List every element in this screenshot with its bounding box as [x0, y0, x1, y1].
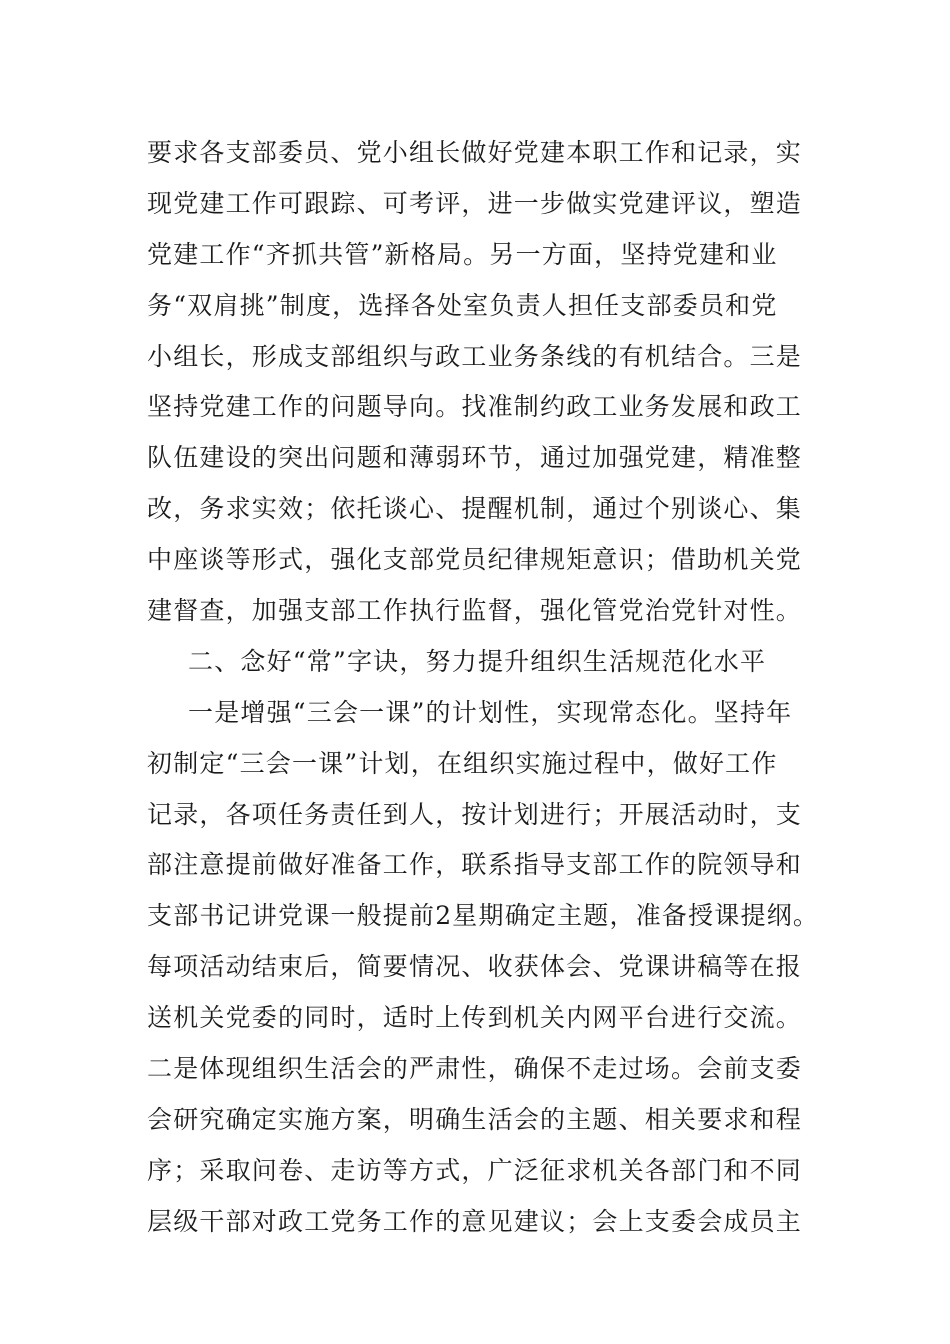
body-line: 队伍建设的突出问题和薄弱环节，通过加强党建，精准整	[147, 443, 803, 473]
body-line: 二是体现组织生活会的严肃性，确保不走过场。会前支委	[147, 1054, 803, 1084]
body-line: 小组长，形成支部组织与政工业务条线的有机结合。三是	[147, 341, 803, 371]
body-line: 中座谈等形式，强化支部党员纪律规矩意识；借助机关党	[147, 545, 803, 575]
body-line: 会研究确定实施方案，明确生活会的主题、相关要求和程	[147, 1104, 803, 1134]
body-line: 部注意提前做好准备工作，联系指导支部工作的院领导和	[147, 850, 803, 880]
body-line: 改，务求实效；依托谈心、提醒机制，通过个别谈心、集	[147, 494, 803, 524]
body-line: 建督查，加强支部工作执行监督，强化管党治党针对性。	[147, 596, 803, 626]
section-heading: 二、念好“常”字诀，努力提升组织生活规范化水平	[188, 646, 767, 676]
document-body	[147, 128, 847, 1248]
body-line: 现党建工作可跟踪、可考评，进一步做实党建评议，塑造	[147, 188, 803, 218]
body-line: 坚持党建工作的问题导向。找准制约政工业务发展和政工	[147, 392, 803, 422]
body-line: 要求各支部委员、党小组长做好党建本职工作和记录，实	[147, 138, 803, 167]
body-line: 党建工作“齐抓共管”新格局。另一方面，坚持党建和业	[147, 239, 778, 269]
body-line: 送机关党委的同时，适时上传到机关内网平台进行交流。	[147, 1003, 803, 1033]
paragraph-first-line: 一是增强“三会一课”的计划性，实现常态化。坚持年	[188, 697, 793, 727]
body-line: 层级干部对政工党务工作的意见建议；会上支委会成员主	[147, 1206, 803, 1236]
body-line: 务“双肩挑”制度，选择各处室负责人担任支部委员和党	[147, 290, 778, 320]
body-line: 记录，各项任务责任到人，按计划进行；开展活动时，支	[147, 799, 803, 829]
body-line: 每项活动结束后，简要情况、收获体会、党课讲稿等在报	[147, 952, 803, 982]
body-line: 支部书记讲党课一般提前2星期确定主题，准备授课提纲。	[147, 901, 820, 931]
body-line: 初制定“三会一课”计划，在组织实施过程中，做好工作	[147, 748, 778, 778]
body-line: 序；采取问卷、走访等方式，广泛征求机关各部门和不同	[147, 1155, 803, 1185]
